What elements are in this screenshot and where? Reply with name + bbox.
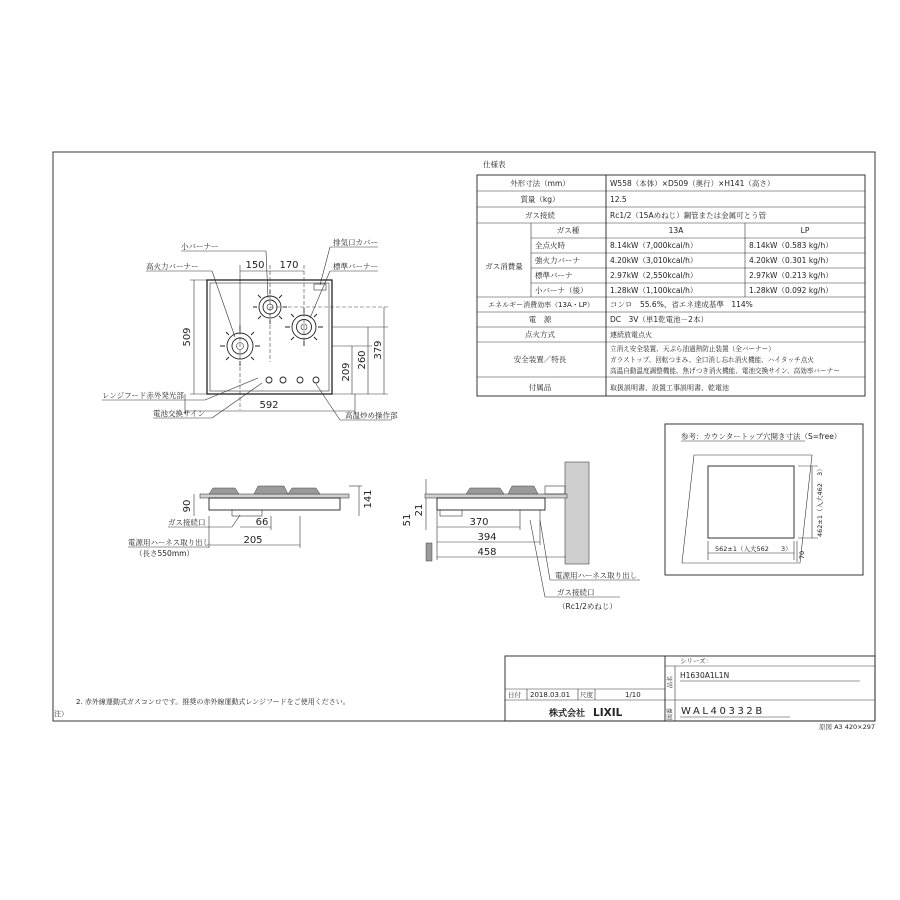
label-harness-length: （長さ550mm）	[135, 549, 194, 558]
knob-icon	[266, 377, 272, 383]
series-label: シリーズ：	[680, 657, 713, 665]
spec-consumption-group: ガス消費量	[485, 262, 523, 271]
spec-energy-label: エネルギー消費効率（13A・LP）	[488, 301, 594, 309]
spec-gas-conn-label: ガス接続	[525, 211, 555, 220]
date-value: 2018.03.01	[530, 691, 571, 699]
spec-energy-value: コンロ 55.6%、省エネ達成基準 114%	[610, 300, 753, 309]
label-high-power-burner: 高火力バーナー	[146, 262, 199, 271]
wall-section	[565, 462, 589, 564]
spec-consumption-row-label: 小バーナ（後）	[535, 286, 588, 295]
label-range-hood-sensor: レンジフード赤外発光部	[102, 391, 184, 400]
dim-458: 458	[477, 547, 497, 558]
cutout-depth-text: 462±1（入大462	[816, 483, 824, 537]
dim-394: 394	[477, 532, 497, 543]
drawing-no-label: 図番	[667, 707, 674, 720]
spec-accessories-label: 付属品	[528, 383, 552, 392]
knob-icon	[280, 377, 286, 383]
spec-col-lp: LP	[800, 226, 810, 235]
note-label: 注）	[54, 710, 68, 718]
paper-size: 原図 A3 420×297	[819, 723, 875, 731]
scale-label: 尺度	[580, 691, 593, 699]
spec-consumption-row-13a: 1.28kW（1,100kcal/h）	[610, 286, 698, 295]
drawing-number: WAL40332B	[681, 706, 765, 717]
spec-consumption-row-lp: 1.28kW（0.092 kg/h）	[749, 286, 833, 295]
cutout-reference	[665, 424, 863, 575]
spec-consumption-row-lp: 2.97kW（0.213 kg/h）	[749, 271, 833, 280]
spec-dims-label: 外形寸法（mm）	[510, 179, 570, 188]
spec-safety-line: 高温自動温度調整機能、焦げつき消火機能、電池交換サイン、高効率バーナー	[610, 367, 840, 375]
dim-260: 260	[357, 350, 368, 370]
label-side-power-harness: 電源用ハーネス取り出し	[555, 571, 638, 580]
dim-509: 509	[182, 327, 193, 347]
label-side-gas-spec: （Rc1/2めねじ）	[558, 602, 617, 611]
spec-consumption-row-lp: 8.14kW（0.583 kg/h）	[749, 241, 833, 250]
dim-370: 370	[469, 517, 489, 528]
cutout-width-mark: 3）	[781, 545, 792, 553]
company-logo: LIXIL	[593, 707, 623, 719]
spec-gas-type-label: ガス種	[556, 226, 580, 235]
cutout-title: 参考：カウンタートップ穴開き寸法（S=free）	[681, 432, 842, 441]
note-2: 2. 赤外線運動式ガスコンロです。推奨の赤外線運動式レンジフードをご使用ください。	[76, 698, 350, 706]
spec-ignition-value: 連続放電点火	[610, 331, 652, 339]
spec-accessories-value: 取扱説明書、設置工事説明書、乾電池	[610, 384, 729, 392]
label-gas-connection: ガス接続口	[168, 518, 206, 527]
model-number: H1630A1L1N	[680, 671, 730, 680]
label-power-harness: 電源用ハーネス取り出し	[128, 538, 211, 547]
dim-141: 141	[363, 489, 374, 509]
spec-consumption-row-13a: 4.20kW（3,010kcal/h）	[610, 256, 698, 265]
spec-ignition-label: 点火方式	[525, 330, 555, 339]
label-standard-burner: 標準バーナー	[333, 262, 378, 271]
dim-90: 90	[182, 499, 193, 513]
spec-safety-line: ガラストップ、回転つまみ、全口消し忘れ消火機能、ハイタッチ点火	[610, 356, 814, 364]
spec-table	[477, 159, 865, 396]
label-battery-sign: 電池交換サイン	[153, 409, 205, 418]
spec-consumption-row-13a: 8.14kW（7,000kcal/h）	[610, 241, 698, 250]
model-label: 品名	[667, 675, 674, 688]
label-hot-oil-control: 高温炒め操作部	[345, 411, 398, 420]
scale-value: 1/10	[625, 691, 641, 699]
spec-mass-label: 質量（kg）	[520, 195, 560, 204]
spec-safety-line: 立消え安全装置、天ぷら油過熱防止装置（全バーナー）	[610, 345, 775, 353]
spec-heading: 仕様表	[483, 160, 506, 169]
spec-consumption-row-lp: 4.20kW（0.301 kg/h）	[749, 256, 833, 265]
dim-209: 209	[341, 362, 352, 382]
notes	[54, 697, 350, 718]
spec-consumption-row-label: 標準バーナ	[535, 271, 573, 280]
dim-379: 379	[373, 340, 384, 360]
dim-592: 592	[259, 400, 279, 411]
knob-icon	[297, 377, 303, 383]
dim-170: 170	[279, 260, 299, 271]
cutout-depth-mark: 3）	[816, 465, 824, 476]
cutout-70: 70	[798, 550, 806, 560]
title-block	[505, 656, 875, 731]
spec-col-13a: 13A	[668, 226, 684, 235]
dim-150: 150	[245, 260, 265, 271]
company-prefix: 株式会社	[549, 709, 586, 719]
side-view	[402, 462, 640, 611]
knob-icon	[313, 377, 319, 383]
dim-21: 21	[414, 503, 425, 517]
spec-dims-value: W558（本体）×D509（奥行）×H141（高さ）	[610, 179, 775, 188]
spec-consumption-row-13a: 2.97kW（2,550kcal/h）	[610, 271, 698, 280]
dim-66: 66	[255, 517, 269, 528]
date-label: 日付	[508, 691, 521, 699]
spec-power-label: 電 源	[528, 315, 552, 324]
front-view	[128, 486, 374, 558]
cutout-width-text: 562±1（入大562	[715, 545, 769, 553]
spec-consumption-row-label: 強火力バーナ	[535, 256, 580, 265]
spec-power-value: DC 3V（単1乾電池－2本）	[610, 315, 708, 324]
label-exhaust-cover: 排気口カバー	[333, 238, 378, 247]
top-view	[102, 237, 398, 420]
label-small-burner: 小バーナー	[181, 242, 219, 251]
label-side-gas-connection: ガス接続口	[557, 588, 595, 597]
spec-mass-value: 12.5	[610, 195, 627, 204]
dim-51: 51	[402, 513, 413, 527]
dim-205: 205	[243, 535, 263, 546]
spec-safety-label: 安全装置／特長	[513, 355, 567, 364]
spec-consumption-row-label: 全点火時	[535, 241, 565, 250]
spec-gas-conn-value: Rc1/2（15Aめねじ）鋼管または金属可とう管	[610, 211, 767, 220]
